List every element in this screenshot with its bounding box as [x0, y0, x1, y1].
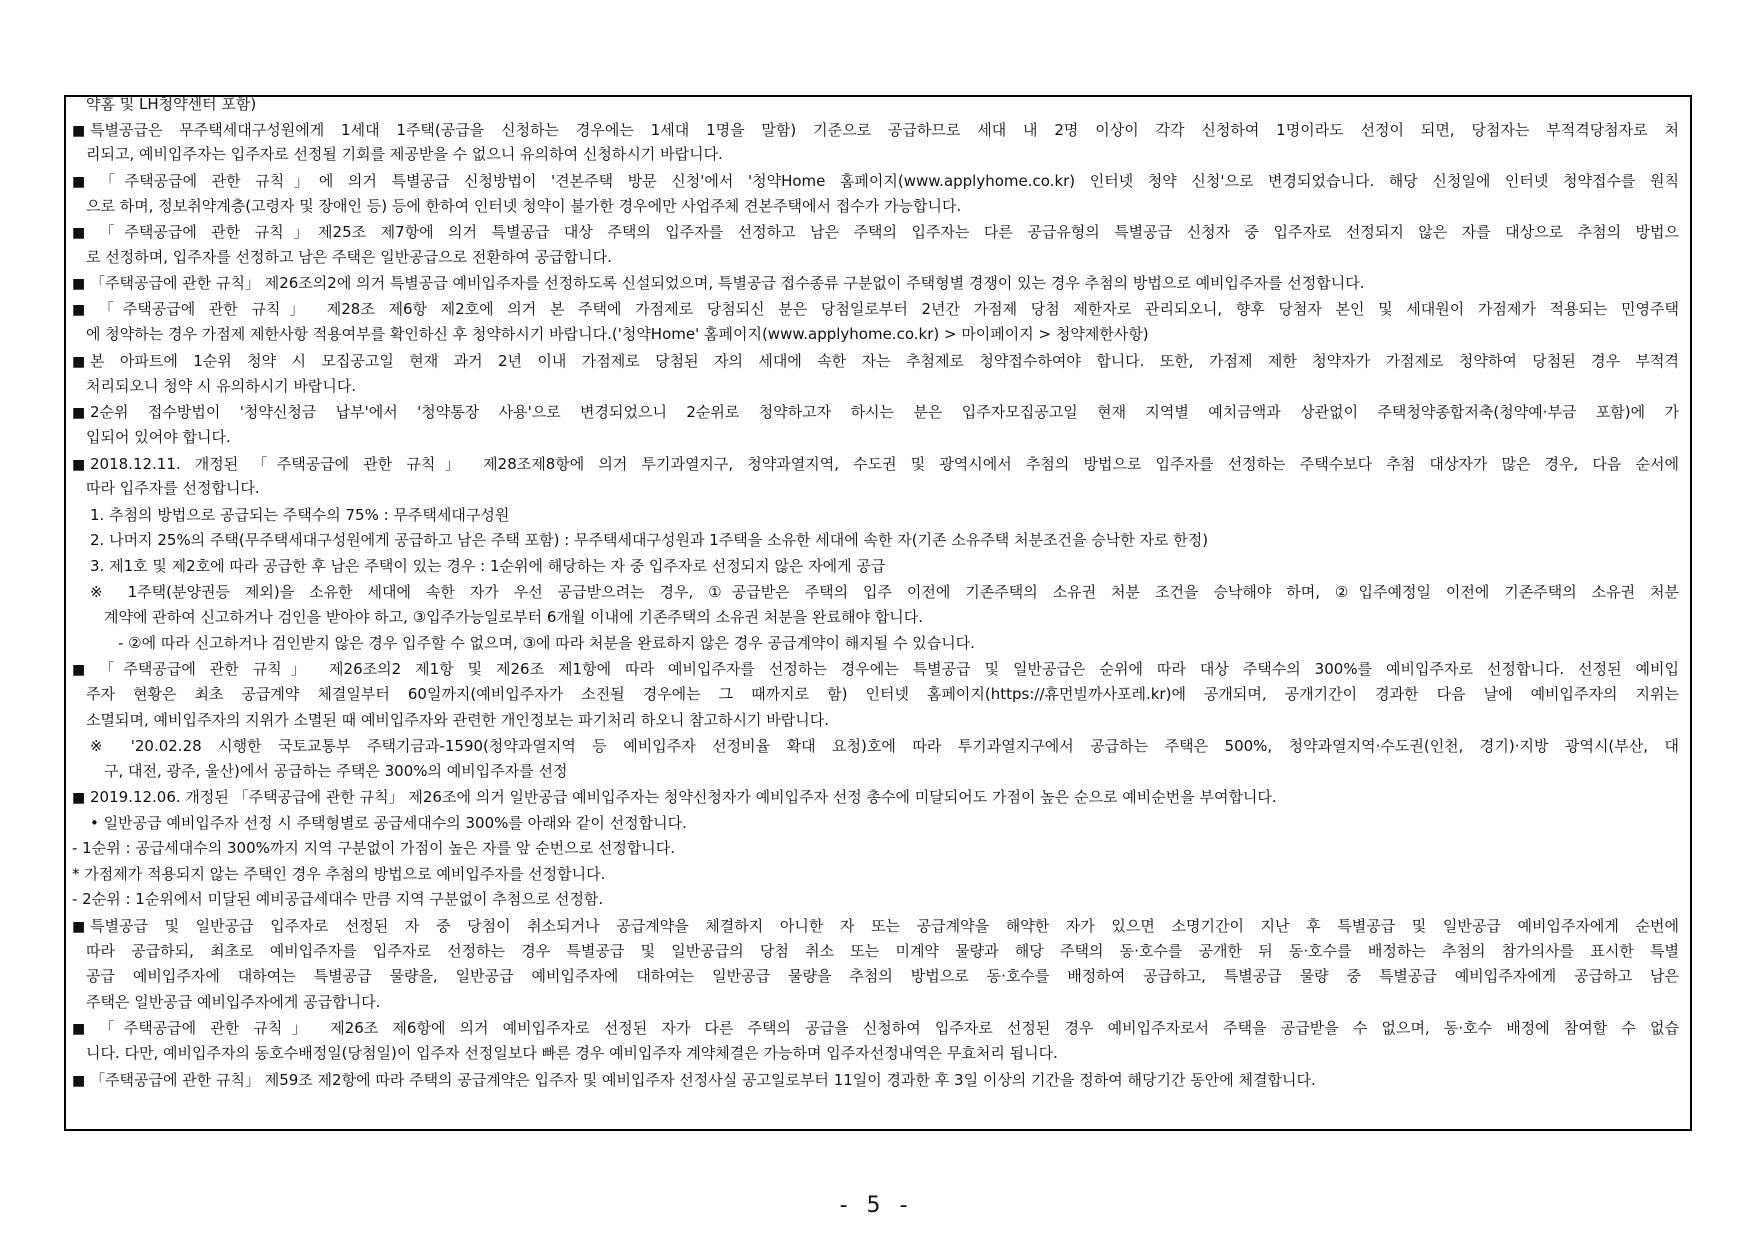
page-number: - 5 - [839, 1193, 914, 1218]
notice-line [72, 172, 1679, 190]
notice-line-text: 계약에 관하여 신고하거나 검인을 받아야 하고, ③입주가능일로부터 6개월 이내에 기존주택의 소유권 처분을 완료해야 합니다. [104, 608, 924, 626]
notice-line-text: 로 선정하며, 입주자를 선정하고 남은 주택은 일반공급으로 전환하여 공급합니다. [86, 248, 612, 266]
notice-line-text: - 1순위 : 공급세대수의 300%까지 지역 구분없이 가점이 높은 자를 앞 순번으로 선정합니다. [72, 839, 676, 857]
notice-line [104, 762, 632, 780]
notice-line-text: ※ '20.02.28 시행한 국토교통부 주택기금과-1590(청약과열지역 등 예비입주자 선정비율 확대 요청)호에 따라 투기과열지구에서 공급하는 주택은 500%, 청약과열지역·수도권(인천, 경기)·지방 광역시(부산, 대 [90, 737, 1679, 755]
notice-line [86, 428, 268, 446]
notice-line-text: 「주택공급에 관한 규칙」 제26조 제6항에 의거 예비입주자로 선정된 자가 다른 주택의 공급을 신청하여 입주자로 선정된 경우 예비입주자로서 주택을 공급받을 수 없으며, 동·호수 배정에 참여할 수 없습 [90, 1019, 1679, 1037]
notice-line-text: 주자 현황은 최초 공급계약 체결일부터 60일까지(예비입주자가 소진될 경우에는 그 때까지로 함) 인터넷 홈페이지(https://휴먼빌까사포레.kr)에 공개되며, 공개기간이 경과한 다음 날에 예비입주자의 지위는 [86, 685, 1679, 703]
square-bullet-icon: ■ [72, 123, 86, 139]
notice-line [72, 917, 1679, 935]
notice-line-text: 입되어 있어야 합니다. [86, 428, 231, 446]
square-bullet-icon: ■ [72, 276, 86, 292]
notice-line [86, 711, 1016, 729]
notice-line-text: 공급 예비입주자에 대하여는 특별공급 물량을, 일반공급 예비입주자에 대하여는 일반공급 물량을 추첨의 방법으로 동·호수를 배정하여 공급하고, 특별공급 물량 중 특별공급 예비입주자에게 공급하고 남은 [86, 967, 1679, 985]
notice-line-text: - ②에 따라 신고하거나 검인받지 않은 경우 입주할 수 없으며, ③에 따라 처분을 완료하지 않은 경우 공급계약이 해지될 수 있습니다. [118, 634, 975, 652]
notice-line [86, 1044, 1226, 1062]
notice-line-text: 2순위 접수방법이 '청약신청금 납부'에서 '청약통장 사용'으로 변경되었으니 2순위로 청약하고자 하시는 분은 입주자모집공고일 현재 지역별 예치금액과 상관없이 주택청약종합저축(청약예·부금 포함)에 가 [90, 403, 1679, 421]
notice-line-text: 2018.12.11. 개정된 「주택공급에 관한 규칙」 제28조제8항에 의거 투기과열지구, 청약과열지역, 수도권 및 광역시에서 추첨의 방법으로 입주자를 선정하는 주택수보다 추첨 대상자가 많은 경우, 다음 순서에 [90, 455, 1679, 473]
square-bullet-icon: ■ [72, 457, 86, 473]
notice-line-text: 소멸되며, 예비입주자의 지위가 소멸된 때 예비입주자와 관련한 개인정보는 파기처리 하오니 참고하시기 바랍니다. [86, 711, 830, 729]
notice-line [90, 531, 1405, 549]
notice-line [86, 479, 296, 497]
notice-line [72, 223, 1679, 241]
notice-line-text: 구, 대전, 광주, 울산)에서 공급하는 주택은 300%의 예비입주자를 선정 [104, 762, 568, 780]
notice-line [90, 814, 780, 832]
notice-line [72, 1019, 1679, 1037]
notice-line-text: 「주택공급에 관한 규칙」제25조 제7항에 의거 특별공급 대상 주택의 입주자를 선정하고 남은 주택의 입주자는 다른 공급유형의 특별공급 신청자 중 입주자로 선정되지 않은 자를 대상으로 추첨의 방법으 [90, 223, 1679, 241]
notice-line [72, 1071, 1552, 1089]
notice-line-text: 「주택공급에 관한 규칙」 제26조의2 제1항 및 제26조 제1항에 따라 예비입주자를 선정하는 경우에는 특별공급 및 일반공급은 순위에 따라 대상 주택수의 300%를 예비입주자로 선정합니다. 선정된 예비입 [90, 660, 1679, 678]
notice-line-text: 약홈 및 LH청약센터 포함) [86, 95, 257, 113]
notice-line [72, 865, 712, 883]
notice-line-text: 특별공급 및 일반공급 입주자로 선정된 자 중 당첨이 취소되거나 공급계약을 체결하지 아니한 자 또는 공급계약을 해약한 자가 있으면 소명기간이 지난 후 특별공급 및 일반공급 예비입주자에게 순번에 [90, 917, 1679, 935]
square-bullet-icon: ■ [72, 1021, 86, 1037]
square-bullet-icon: ■ [72, 662, 86, 678]
notice-line-text: 「주택공급에 관한 규칙」 제59조 제2항에 따라 주택의 공급계약은 입주자 및 예비입주자 선정사실 공고일로부터 11일이 경과한 후 3일 이상의 기간을 정하여 해당기간 동안에 체결합니다. [90, 1071, 1316, 1089]
notice-line-text: 에 청약하는 경우 가점제 제한사항 적용여부를 확인하신 후 청약하시기 바랍니다.('청약Home' 홈페이지(www.applyhome.co.kr) > 마이페이지 > 청약제한사항) [86, 325, 1149, 343]
square-bullet-icon: ■ [72, 225, 86, 241]
notice-line-text: 처리되오니 청약 시 유의하시기 바랍니다. [86, 377, 357, 395]
notice-line-text: 「주택공급에 관한 규칙」 제28조 제6항 제2호에 의거 본 주택에 가점제로 당첨되신 분은 당첨일로부터 2년간 가점제 당첨 제한자로 관리되오니, 향후 당첨자 본인 및 세대원이 가점제가 적용되는 민영주택 [90, 300, 1679, 318]
notice-line-text: 「주택공급에 관한 규칙」 제26조의2에 의거 특별공급 예비입주자를 선정하도록 신설되었으며, 특별공급 접수종류 구분없이 주택형별 경쟁이 있는 경우 추첨의 방법으로 예비입주자를 선정합니다. [90, 274, 1365, 292]
notice-line [72, 839, 792, 857]
notice-line [86, 248, 726, 266]
notice-line [104, 608, 984, 626]
notice-line-text: - 2순위 : 1순위에서 미달된 예비공급세대수 만큼 지역 구분없이 추첨으로 선정함. [72, 890, 604, 908]
notice-line-text: * 가점제가 적용되지 않는 주택인 경우 추첨의 방법으로 예비입주자를 선정합니다. [72, 865, 606, 883]
notice-line-text: ※ 1주택(분양권등 제외)을 소유한 세대에 속한 자가 우선 공급받으려는 경우, ①공급받은 주택의 입주 이전에 기존주택의 소유권 처분 조건을 승낙해야 하며, ②입주예정일 이전에 기존주택의 소유권 처분 [90, 583, 1679, 601]
notice-line-text: 3. 제1호 및 제2호에 따라 공급한 후 남은 주택이 있는 경우 : 1순위에 해당하는 자 중 입주자로 선정되지 않은 자에게 공급 [90, 557, 886, 575]
notice-line [72, 352, 1679, 370]
square-bullet-icon: ■ [72, 302, 86, 318]
notice-line [72, 890, 707, 908]
notice-line-text: 1. 추첨의 방법으로 공급되는 주택수의 75% : 무주택세대구성원 [90, 506, 510, 524]
notice-line-text: 따라 입주자를 선정합니다. [86, 479, 260, 497]
notice-line [86, 197, 1136, 215]
notice-line [86, 967, 1679, 985]
notice-line-text: 본 아파트에 1순위 청약 시 모집공고일 현재 과거 2년 이내 가점제로 당첨된 자의 세대에 속한 자는 추첨제로 청약접수하여야 합니다. 또한, 가점제 제한 청약자가 가점제로 청약하여 당첨된 경우 부적격 [90, 352, 1679, 370]
notice-line [72, 455, 1679, 473]
notice-line [86, 377, 402, 395]
square-bullet-icon: ■ [72, 919, 86, 935]
notice-line-text: 리되고, 예비입주자는 입주자로 선정될 기회를 제공받을 수 없으니 유의하여 신청하시기 바랍니다. [86, 145, 723, 163]
notice-line [90, 737, 1679, 755]
notice-line [72, 660, 1679, 678]
notice-line [72, 274, 1602, 292]
notice-line-text: 「주택공급에 관한 규칙」에 의거 특별공급 신청방법이 '견본주택 방문 신청'에서 '청약Home 홈페이지(www.applyhome.co.kr) 인터넷 청약 신청'으로 변경되었습니다. 해당 신청일에 인터넷 청약접수를 원칙 [90, 172, 1679, 190]
notice-line-text: 2. 나머지 25%의 주택(무주택세대구성원에게 공급하고 남은 주택 포함) : 무주택세대구성원과 1주택을 소유한 세대에 속한 자(기존 소유주택 처분조건을 승낙한 자로 한정) [90, 531, 1209, 549]
notice-line [90, 506, 640, 524]
notice-line-text: 니다. 다만, 예비입주자의 동호수배정일(당첨일)이 입주자 선정일보다 빠른 경우 예비입주자 계약체결은 가능하며 입주자선정내역은 무효처리 됩니다. [86, 1044, 1058, 1062]
notice-line [72, 121, 1679, 139]
square-bullet-icon: ■ [72, 354, 86, 370]
notice-line [86, 685, 1679, 703]
notice-line-text: 따라 공급하되, 최초로 예비입주자를 입주자로 선정하는 경우 특별공급 및 일반공급의 당첨 취소 또는 미계약 물량과 해당 주택의 동·호수를 공개한 뒤 동·호수를 배정하는 추첨의 참가의사를 표시한 특별 [86, 942, 1679, 960]
square-bullet-icon: ■ [72, 174, 86, 190]
notice-line [90, 557, 1060, 575]
notice-line [72, 300, 1679, 318]
notice-line [90, 583, 1679, 601]
square-bullet-icon: ■ [72, 790, 86, 806]
notice-line [118, 634, 1118, 652]
notice-line [86, 942, 1679, 960]
notice-line-text: 특별공급은 무주택세대구성원에게 1세대 1주택(공급을 신청하는 경우에는 1세대 1명을 말함) 기준으로 공급하므로 세대 내 2명 이상이 각각 신청하여 1명이라도 선정이 되면, 당첨자는 부적격당첨자로 처 [90, 121, 1679, 139]
notice-line-text: 주택은 일반공급 예비입주자에게 공급합니다. [86, 993, 381, 1011]
notice-line [72, 403, 1679, 421]
notice-line [72, 788, 1402, 806]
notice-line [86, 95, 306, 113]
notice-line-text: 으로 하며, 정보취약계층(고령자 및 장애인 등) 등에 한하여 인터넷 청약이 불가한 경우에만 사업주체 견본주택에서 접수가 가능합니다. [86, 197, 962, 215]
notice-line [86, 993, 466, 1011]
notice-line [86, 325, 1306, 343]
notice-line-text: 2019.12.06. 개정된 「주택공급에 관한 규칙」 제26조에 의거 일반공급 예비입주자는 청약신청자가 예비입주자 선정 총수에 미달되어도 가점이 높은 순으로 예비순번을 부여합니다. [90, 788, 1277, 806]
square-bullet-icon: ■ [72, 1073, 86, 1089]
notice-line [86, 145, 1679, 163]
notice-line-text: • 일반공급 예비입주자 선정 시 주택형별로 공급세대수의 300%를 아래와 같이 선정합니다. [90, 814, 687, 832]
square-bullet-icon: ■ [72, 405, 86, 421]
